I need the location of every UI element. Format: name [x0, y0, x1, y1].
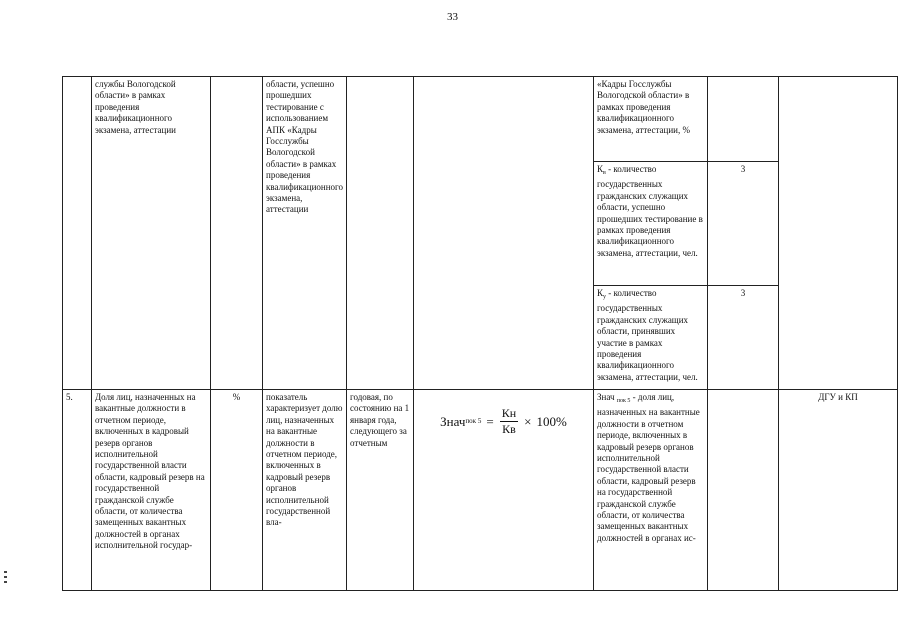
explanation-sub: пок 5: [616, 398, 631, 404]
component-value-cell: 3: [708, 162, 779, 286]
cell-number: [63, 77, 92, 390]
periodicity-cell: [347, 77, 414, 390]
row-number: 5.: [63, 390, 92, 591]
component-cell: «Кадры Госслужбы Вологодской области» в рамках проведения квалификационного экзамена, аттестации, %: [594, 77, 708, 162]
component-symbol: К: [597, 288, 604, 298]
formula-fraction: [500, 406, 518, 437]
unit-cell: [211, 77, 263, 390]
periodicity-cell: годовая, по состоянию на 1 января года, следующего за отчетным: [347, 390, 414, 591]
unit-cell: %: [211, 390, 263, 591]
source-cell: [779, 77, 898, 390]
explanation-text: - доля лиц, назначенных на вакантные должности в отчетном периоде, включенных в кадровый резерв органов исполнительной государственной власти области, кадровый резерв на государственной гражданской службе области, от количества замещенных вакантных должностей в органах ис-: [597, 392, 700, 543]
formula-percent: 100%: [536, 413, 567, 429]
indicator-table: [62, 76, 898, 591]
formula-lhs: Знач: [440, 413, 466, 429]
formula-denominator: Кв: [502, 422, 516, 436]
component-value-cell: [708, 77, 779, 162]
formula-cell: [414, 77, 594, 390]
page-number: 33: [447, 11, 458, 23]
component-symbol: К: [597, 164, 604, 174]
formula-equals: =: [486, 413, 494, 429]
component-text: - количество государственных гражданских служащих области, успешно прошедших тестирование в рамках проведения квалификационного экзамена, аттестации, чел.: [597, 164, 703, 258]
margin-marks: [4, 571, 8, 586]
formula-cell: [414, 390, 594, 591]
component-symbol-sub: у: [603, 294, 607, 300]
indicator-row-5: [63, 390, 898, 591]
component-cell: [594, 286, 708, 390]
explanation-prefix: Знач: [597, 392, 615, 402]
formula: [417, 406, 590, 437]
indicator-name-cell: службы Вологодской области» в рамках проведения квалификационного экзамена, аттестации: [92, 77, 211, 390]
value-cell: [708, 390, 779, 591]
component-value-cell: 3: [708, 286, 779, 390]
description-cell: области, успешно прошедших тестирование с использованием АПК «Кадры Госслужбы Вологодской области» в рамках проведения квалификационного экзамена, аттестации: [263, 77, 347, 390]
source-cell: ДГУ и КП: [779, 390, 898, 591]
formula-numerator: Кн: [501, 406, 517, 420]
formula-lhs-sub: пок 5: [465, 416, 482, 425]
formula-times: ×: [524, 413, 532, 429]
component-cell: [594, 162, 708, 286]
component-symbol-sub: в: [603, 170, 606, 176]
component-text: - количество государственных гражданских служащих области, принявших участие в рамках проведения квалификационного экзамена, аттестации, чел.: [597, 288, 698, 382]
explanation-cell: [594, 390, 708, 591]
indicator-name-cell: Доля лиц, назначенных на вакантные должности в отчетном периоде, включенных в кадровый резерв органов исполнительной государственной власти области, кадровый резерв на государственной гражданской службе области, от количества замещенных вакантных должностей в органах исполнительной государ-: [92, 390, 211, 591]
description-cell: показатель характеризует долю лиц, назначенных на вакантные должности в отчетном периоде, включенных в кадровый резерв органов исполнительной государственной вла-: [263, 390, 347, 591]
continued-row: [63, 77, 898, 162]
